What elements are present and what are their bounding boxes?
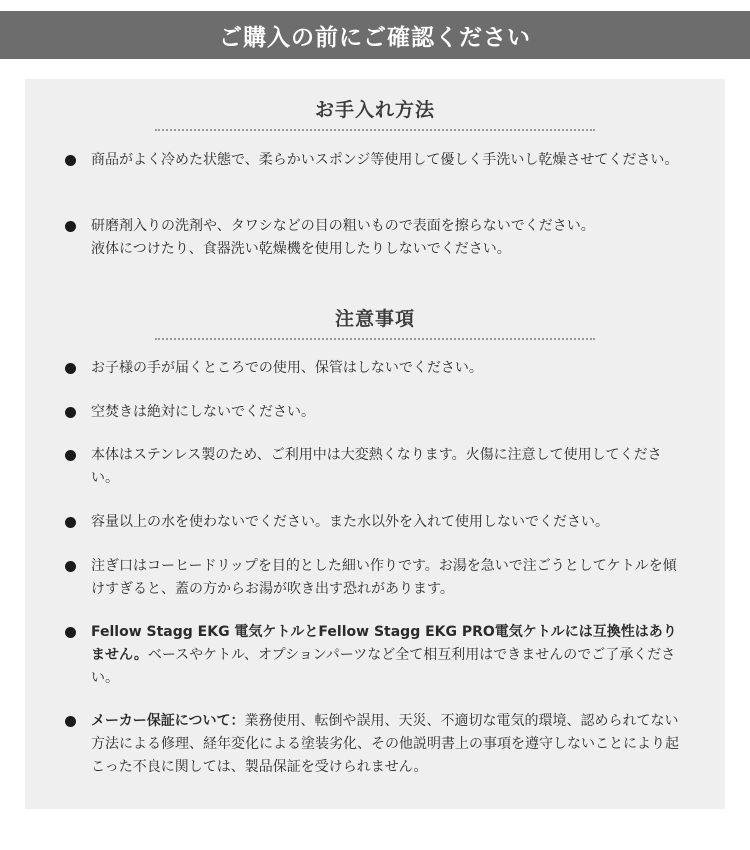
care-item-1 — [65, 149, 685, 172]
compatibility-notice: Fellow Stagg EKG 電気ケトルとFellow Stagg EKG PRO電気ケトルには互換性はありません。 — [91, 624, 677, 663]
bullet-icon — [65, 221, 76, 232]
care-item-2-line1: 研磨剤入りの洗剤や、タワシなどの目の粗いもので表面を擦らないでください。 — [91, 218, 595, 234]
bullet-icon — [65, 407, 76, 418]
bullet-icon — [65, 561, 76, 572]
caution-item-5-text: 注ぎ口はコーヒードリップを目的とした細い作りです。お湯を急いで注ごうとしてケトルを傾けすぎると、蓋の方からお湯が吹き出す恐れがあります。 — [91, 558, 677, 597]
bullet-icon — [65, 363, 76, 374]
care-heading: お手入れ方法 — [314, 99, 435, 121]
info-panel — [25, 79, 725, 809]
caution-item-1 — [65, 357, 685, 380]
care-divider — [155, 129, 595, 131]
caution-item-6 — [65, 621, 685, 690]
caution-item-7-text — [91, 710, 685, 779]
warranty-label: メーカー保証について： — [91, 713, 245, 729]
bullet-icon — [65, 627, 76, 638]
banner-title: ご購入の前にご確認ください — [219, 24, 531, 51]
caution-item-1-text: お子様の手が届くところでの使用、保管はしないでください。 — [91, 360, 483, 376]
bullet-icon — [65, 450, 76, 461]
care-item-2 — [65, 215, 685, 261]
care-item-1-text: 商品がよく冷めた状態で、柔らかいスポンジ等使用して優しく手洗いし乾燥させてください。 — [91, 152, 679, 168]
cautions-divider — [155, 338, 595, 340]
bullet-icon — [65, 716, 76, 727]
compatibility-detail: ベースやケトル、オプションパーツなど全て相互利用はできませんのでご了承ください。 — [91, 647, 676, 686]
care-item-2-text — [91, 215, 685, 261]
caution-item-2-text: 空焚きは絶対にしないでください。 — [91, 404, 315, 420]
caution-item-4-text: 容量以上の水を使わないでください。また水以外を入れて使用しないでください。 — [91, 514, 609, 530]
page-banner — [0, 11, 750, 59]
caution-item-2 — [65, 401, 685, 424]
bullet-icon — [65, 155, 76, 166]
cautions-heading: 注意事項 — [334, 308, 415, 330]
care-item-2-line2: 液体につけたり、食器洗い乾燥機を使用したりしないでください。 — [91, 241, 511, 257]
caution-item-7 — [65, 710, 685, 779]
warranty-detail: 業務使用、転倒や誤用、天災、不適切な電気的環境、認められてない方法による修理、経年変化による塗装劣化、その他説明書上の事項を遵守しないことにより起こった不良に関しては、製品保証を受けられません。 — [91, 713, 679, 775]
caution-item-4 — [65, 511, 685, 534]
bullet-icon — [65, 517, 76, 528]
caution-item-3-text: 本体はステンレス製のため、ご利用中は大変熱くなります。火傷に注意して使用してください。 — [91, 447, 662, 486]
caution-item-6-text — [91, 621, 685, 690]
caution-item-5 — [65, 555, 685, 601]
caution-item-3 — [65, 444, 685, 490]
